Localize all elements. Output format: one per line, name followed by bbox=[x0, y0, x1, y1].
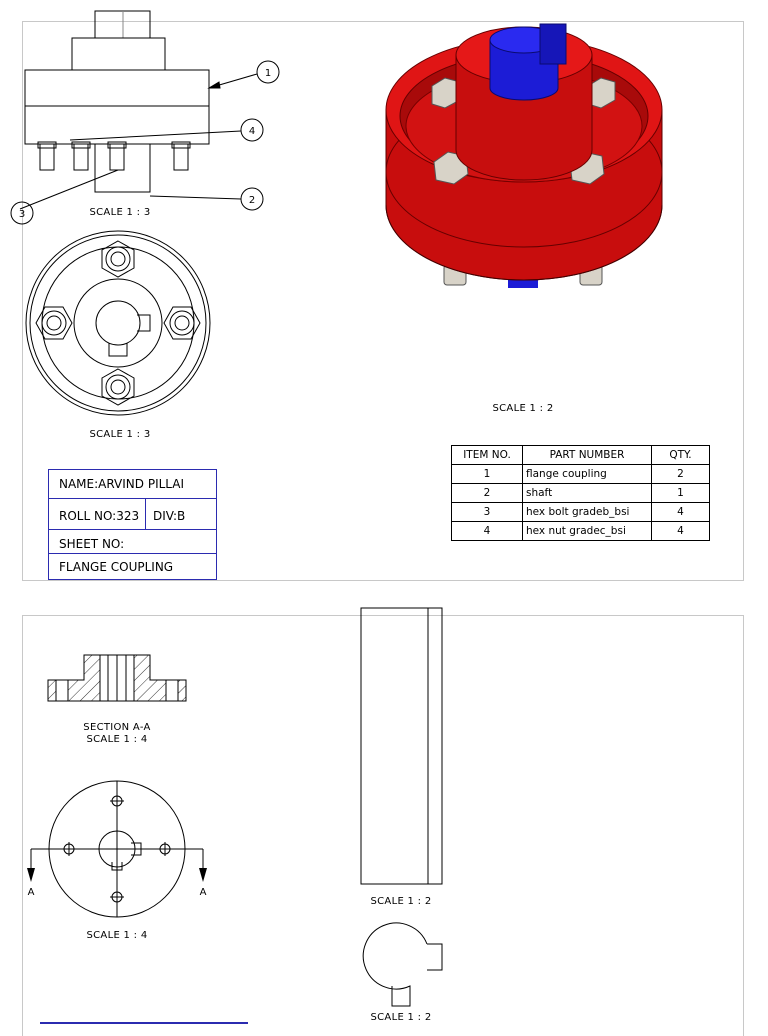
roll-number: ROLL NO:323 bbox=[59, 509, 140, 523]
bom-header-item: ITEM NO. bbox=[452, 446, 523, 465]
balloon-2-label: 2 bbox=[248, 195, 256, 206]
top-view-scale: SCALE 1 : 3 bbox=[89, 429, 151, 440]
shaft-end-scale: SCALE 1 : 2 bbox=[370, 1012, 432, 1023]
section-mark-left: A bbox=[27, 887, 35, 898]
balloon-1-label: 1 bbox=[264, 68, 272, 79]
balloon-3-label: 3 bbox=[18, 209, 26, 220]
section-title: SECTION A-A bbox=[83, 722, 151, 733]
division: DIV:B bbox=[153, 509, 186, 523]
plan-scale: SCALE 1 : 4 bbox=[86, 930, 148, 941]
shaft-scale: SCALE 1 : 2 bbox=[370, 896, 432, 907]
bom-header-part: PART NUMBER bbox=[523, 446, 652, 465]
bom-item: 2 bbox=[452, 484, 523, 503]
bom-part: hex bolt gradeb_bsi bbox=[523, 503, 652, 522]
bom-part: hex nut gradec_bsi bbox=[523, 522, 652, 541]
bom-qty: 1 bbox=[652, 484, 710, 503]
section-mark-right: A bbox=[199, 887, 207, 898]
bom-qty: 2 bbox=[652, 465, 710, 484]
bom-header-qty: QTY. bbox=[652, 446, 710, 465]
student-name: NAME:ARVIND PILLAI bbox=[59, 477, 185, 491]
bom-item: 1 bbox=[452, 465, 523, 484]
bom-part: shaft bbox=[523, 484, 652, 503]
bom-item: 4 bbox=[452, 522, 523, 541]
drawing-title: FLANGE COUPLING bbox=[59, 560, 174, 574]
bom-part: flange coupling bbox=[523, 465, 652, 484]
bom-qty: 4 bbox=[652, 503, 710, 522]
bom-qty: 4 bbox=[652, 522, 710, 541]
balloon-4-label: 4 bbox=[248, 126, 256, 137]
bom-item: 3 bbox=[452, 503, 523, 522]
iso-view-scale: SCALE 1 : 2 bbox=[492, 403, 554, 414]
section-scale: SCALE 1 : 4 bbox=[86, 734, 148, 745]
front-view-scale: SCALE 1 : 3 bbox=[89, 207, 151, 218]
sheet-number: SHEET NO: bbox=[59, 537, 125, 551]
